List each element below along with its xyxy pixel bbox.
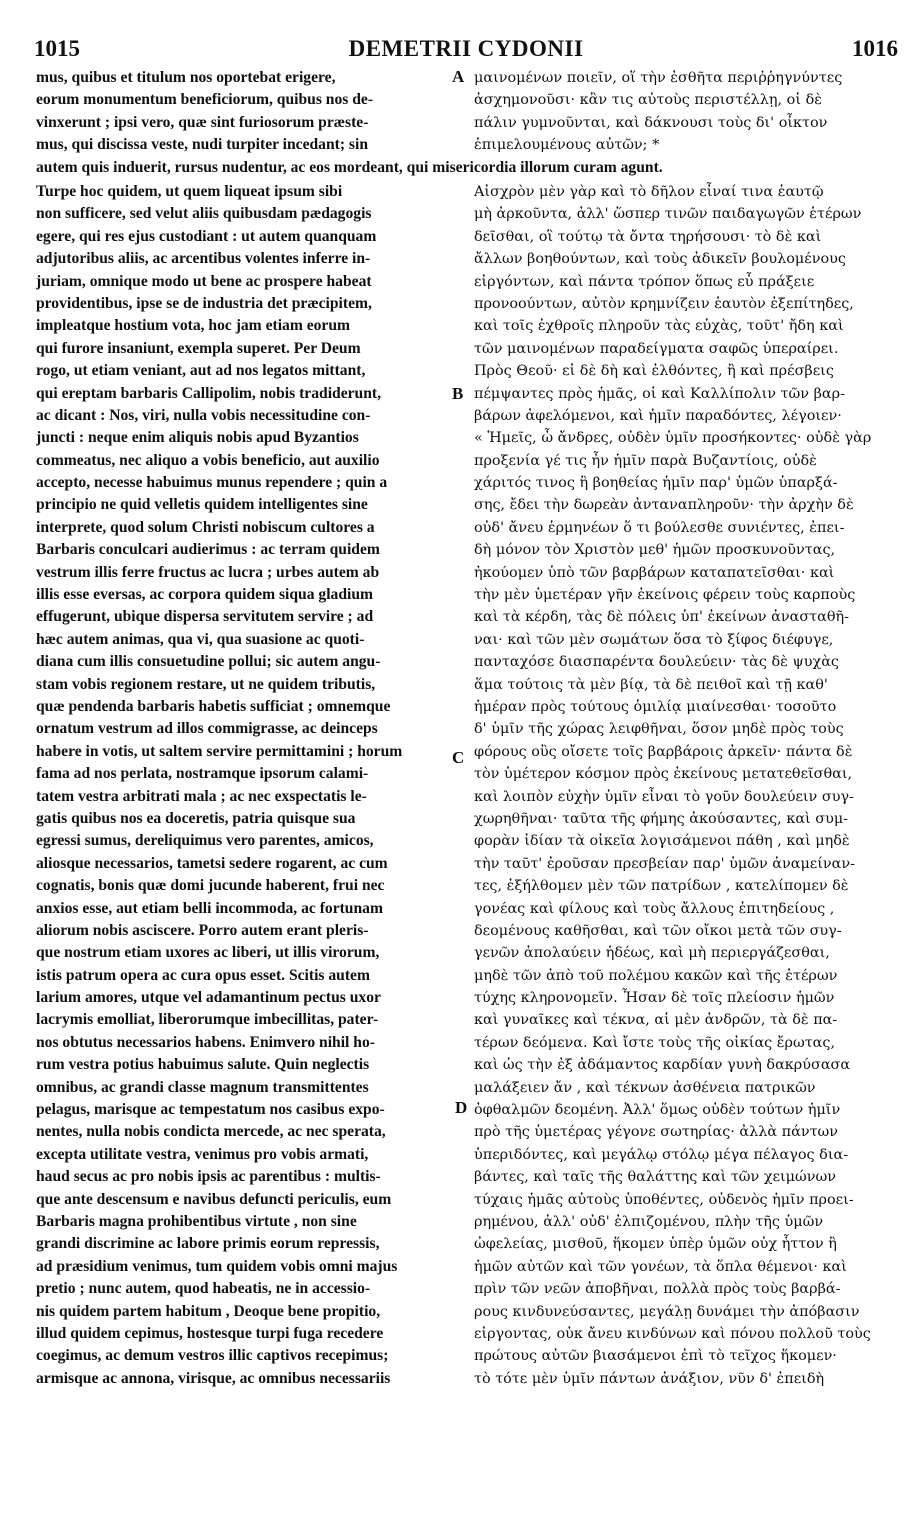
running-title: DEMETRII CYDONII (348, 36, 584, 61)
latin-line: impleatque hostium vota, hoc jam etiam eorum (36, 317, 351, 335)
greek-line: ρους κινδυνεύσαντες, μεγάλῃ δυνάμει τὴν ἀπόβασιν (474, 1303, 860, 1320)
latin-line: illis esse eversas, ac corpora quidem siqua gladium (36, 586, 374, 604)
latin-line: vestrum illis ferre fructus ac lucra ; urbes autem ab (36, 563, 380, 581)
latin-line: mus, quibus et titulum nos oportebat erigere, (36, 69, 336, 86)
greek-column (474, 181, 900, 1390)
greek-line: τῶν μαινομένων παραδείγματα σαφῶς ὑπεραίρει. (474, 340, 839, 357)
latin-line: quæ pendenda barbaris habetis sufficiat ; omnemque (36, 697, 391, 715)
latin-line: commeatus, nec aliquo a vobis beneficio, aut auxilio (36, 451, 380, 469)
page-header (34, 36, 898, 66)
latin-line: autem quis induerit, rursus nudentur, ac eos mordeant, qui misericordia illorum curam agunt. (36, 159, 663, 176)
latin-line: aliosque necessarios, tametsi sedere rogarent, ac cum (36, 854, 388, 872)
latin-line: vinxerunt ; ipsi vero, quæ sint furiosorum præste- (36, 113, 369, 131)
greek-line: μηδὲ τῶν ἀπὸ τοῦ πολέμου κακῶν καὶ τῆς ἑτέρων (474, 967, 838, 984)
greek-line: φόρους οὓς οἴσετε τοῖς βαρβάροις ἀρκεῖν· πάντα δὲ (474, 743, 853, 760)
greek-line: δεῖσθαι, οἳ τούτῳ τὰ ὄντα τηρήσουσι· τὸ δὲ καὶ (474, 228, 822, 245)
greek-line: ὀφθαλμῶν δεομένη. Ἀλλ' ὅμως οὐδὲν τούτων ἡμῖν (474, 1102, 841, 1119)
latin-line: excepta utilitate vestra, venimus pro vobis armati, (36, 1145, 369, 1163)
greek-line: πάλιν γυμνοῦνται, καὶ δάκνουσι τοὺς δι' οἶκτον (474, 114, 828, 131)
latin-line: eorum monumentum beneficiorum, quibus nos de- (36, 91, 374, 109)
latin-line: adjutoribus aliis, ac arcentibus volentes inferre in- (36, 250, 371, 268)
latin-line: gatis quibus nos ea doceretis, patria quisque sua (36, 809, 356, 827)
latin-line: Barbaris magna prohibentibus virtute , non sine (36, 1212, 357, 1230)
latin-line: aliorum nobis asciscere. Porro autem erant pleris- (36, 921, 369, 939)
greek-line: προνοούντων, αὐτὸν κρημνίζειν ἑαυτὸν ἐξεπίτηδες, (474, 295, 854, 312)
greek-column-top (474, 67, 894, 157)
latin-line: stam vobis regionem restare, ut ne quidem tributis, (36, 675, 376, 693)
latin-line: ornatum vestrum ad illos commigrasse, ac deinceps (36, 720, 378, 738)
latin-line: ad præsidium venimus, tum quidem vobis omni majus (36, 1257, 398, 1275)
greek-line: τύχαις ἡμᾶς αὐτοὺς ὑποθέντες, οὐδενὸς ἡμῖν προει- (474, 1191, 854, 1208)
latin-line: pelagus, marisque ac tempestatum nos casibus expo- (36, 1101, 385, 1119)
greek-line: καὶ ὡς τὴν ἐξ ἀδάμαντος καρδίαν γυνὴ δακρύσασα (474, 1057, 851, 1074)
latin-line: tatem vestra arbitrati mala ; ac nec exspectatis le- (36, 787, 367, 805)
greek-line: καὶ λοιπὸν εὐχὴν ὑμῖν εἶναι τὸ γοῦν δουλεύειν συγ- (474, 788, 854, 805)
latin-line: hæc autem animas, qua vi, qua suasione ac quoti- (36, 630, 365, 648)
latin-line: nos obtutus necessarios habens. Enimvero nihil ho- (36, 1033, 375, 1051)
greek-line: τύχης κληρονομεῖν. Ἦσαν δὲ τοῖς πλείοσιν ἡμῶν (474, 990, 835, 1007)
greek-line: καὶ τὰ κέρδη, τὰς δὲ πόλεις ὑπ' ἐκείνων ἀνασταθῆ- (474, 609, 849, 626)
greek-line: τὴν ταῦτ' ἐροῦσαν πρεσβείαν παρ' ὑμῶν ἀναμείναν- (474, 855, 855, 872)
section-marker-d: D (455, 1098, 468, 1117)
section-marker-b: B (452, 384, 464, 403)
latin-line: grandi discrimine ac labore primis eorum repressis, (36, 1235, 380, 1253)
latin-line: habere in votis, ut saltem servire permittamini ; horum (36, 742, 403, 760)
latin-line: rogo, ut etiam veniant, aut ad nos legatos mittant, (36, 362, 366, 380)
greek-line: γενῶν ἀπολαύειν ἡδέως, καὶ μὴ περιεργάζεσθαι, (474, 945, 830, 962)
page-number-right: 1016 (852, 36, 898, 61)
greek-line: « Ἡμεῖς, ὦ ἄνδρες, οὐδὲν ὑμῖν προσήκοντες· οὐδὲ γὰρ (474, 430, 872, 447)
greek-line: ἠκούομεν ὑπὸ τῶν βαρβάρων καταπατεῖσθαι· καὶ (474, 564, 835, 581)
latin-line: non sufficere, sed velut aliis quibusdam pædagogis (36, 205, 372, 223)
greek-line: γονέας καὶ φίλους καὶ τοὺς ἄλλους ἐπιτηδείους , (474, 900, 835, 917)
greek-line: βάρων ἀφελόμενοι, καὶ ἡμῖν παραδόντες, λέγοιεν· (474, 407, 842, 424)
greek-line: πρὶν τῶν νεῶν ἀποβῆναι, πολλὰ πρὸς τοὺς βαρβά- (474, 1281, 841, 1298)
greek-line: βάντες, καὶ ταῖς τῆς θαλάττης καὶ τῶν χειμώνων (474, 1169, 836, 1186)
greek-line: ἅμα τούτοις τὰ μὲν βίᾳ, τὰ δὲ πειθοῖ καὶ τῇ καθ' (474, 676, 828, 693)
latin-line: illud quidem cepimus, hostesque turpi fuga recedere (36, 1324, 384, 1342)
greek-line: δὴ μόνον τὸν Χριστὸν μεθ' ἡμῶν προσκυνοῦντας, (474, 542, 836, 559)
latin-column-top (36, 67, 448, 157)
latin-line: juriam, omnique modo ut bene ac prospere habeat (36, 272, 372, 290)
latin-line: egressi sumus, dereliquimus vero parentes, amicos, (36, 832, 374, 850)
latin-line: qui ereptam barbaris Callipolim, nobis tradiderunt, (36, 384, 381, 402)
greek-line: φορὰν ἰδίαν τὰ οἰκεῖα λογισάμενοι πάθη , καὶ μηδὲ (474, 833, 850, 850)
greek-line: Πρὸς Θεοῦ· εἰ δὲ δὴ καὶ ἐλθόντες, ἢ καὶ πρέσβεις (474, 363, 834, 380)
greek-line: εἰργόντων, καὶ πάντα τρόπον ὅπως εὖ πράξειε (474, 273, 815, 290)
greek-line: χωρηθῆναι· ταῦτα τῆς φήμης ἀκούσαντες, καὶ συμ- (474, 810, 849, 827)
greek-line: σης, ἔδει τὴν δωρεὰν ἀνταναπληροῦν· τὴν ἀρχὴν δὲ (474, 497, 854, 514)
latin-line: providentibus, ipse se de industria det præcipitem, (36, 294, 372, 312)
greek-line: τες, ἐξήλθομεν μὲν τῶν πατρίδων , κατελίπομεν δὲ (474, 878, 849, 895)
greek-line: πανταχόσε διασπαρέντα δουλεύειν· τὰς δὲ ψυχὰς (474, 654, 839, 671)
latin-line: que ante descensum e navibus defuncti periculis, eum (36, 1190, 392, 1208)
bridge-line (36, 157, 896, 179)
greek-line: εἰργοντας, οὐκ ἄνευ κινδύνων καὶ πόνου πολλοῦ τοὺς (474, 1325, 871, 1342)
greek-line: τὸ τότε μὲν ὑμῖν πάντων ἀνάξιον, νῦν δ' ἐπειδὴ (474, 1370, 825, 1387)
latin-line: mus, qui discissa veste, nudi turpiter incedant; sin (36, 136, 368, 154)
section-marker-a: A (452, 67, 465, 86)
latin-line: principio ne quid velletis quidem intelligentes sine (36, 496, 368, 514)
latin-line: fama ad nos perlata, nostramque ipsorum calami- (36, 765, 369, 783)
latin-line: qui furore insaniunt, exempla superet. Per Deum (36, 339, 361, 357)
greek-line: πρὸ τῆς ὑμετέρας γέγονε σωτηρίας· ἀλλὰ πάντων (474, 1124, 839, 1141)
greek-line: πρώτους αὐτῶν βιασάμενοι ἐπὶ τὸ τεῖχος ἥκομεν· (474, 1348, 837, 1365)
section-marker-c: C (452, 748, 465, 767)
latin-line: nentes, nulla nobis condicta mercede, ac nec sperata, (36, 1123, 386, 1141)
greek-line: ἡμέραν πρὸς τούτους ὁμιλίᾳ μιαίνεσθαι· τοσοῦτο (474, 698, 837, 715)
latin-line: effugerunt, ubique dispersa servitutem servire ; ad (36, 608, 374, 626)
latin-line: Turpe hoc quidem, ut quem liqueat ipsum sibi (36, 183, 343, 200)
greek-line: δ' ὑμῖν τῆς χώρας λειφθῆναι, ὅσον μηδὲ πρὸς τοὺς (474, 721, 844, 738)
latin-line: Barbaris conculcari audierimus : ac terram quidem (36, 541, 380, 559)
greek-line: ἐπιμελουμένους αὐτῶν; * (474, 137, 660, 154)
greek-line: μαλάξειεν ἄν , καὶ τέκνων ἀσθένεια πατρικῶν (474, 1079, 816, 1096)
greek-line: ρημένου, ἀλλ' οὐδ' ἐλπιζομένου, πλὴν τῆς ὑμῶν (474, 1213, 824, 1230)
latin-line: juncti : neque enim aliquis nobis apud Byzantios (36, 429, 359, 447)
latin-column (36, 181, 456, 1390)
latin-line: egere, qui res ejus custodiant : ut autem quanquam (36, 227, 377, 245)
greek-line: προξενία γέ τις ἦν ἡμῖν παρὰ Βυζαντίοις, οὐδὲ (474, 452, 817, 469)
greek-line: ἄλλων βοηθούντων, καὶ τοὺς ἀδικεῖν βουλομένους (474, 251, 846, 268)
greek-line: ἡμῶν αὐτῶν καὶ τῶν γονέων, τὰ ὅπλα θέμενοι· καὶ (474, 1258, 847, 1275)
page-number-left: 1015 (34, 36, 80, 61)
latin-line: istis patrum opera ac cura opus esset. Scitis autem (36, 966, 370, 984)
greek-line: Αἰσχρὸν μὲν γὰρ καὶ τὸ δῆλον εἶναί τινα ἑαυτῷ (474, 184, 824, 200)
greek-line: πέμψαντες πρὸς ἡμᾶς, οἱ καὶ Καλλίπολιν τῶν βαρ- (474, 385, 845, 402)
latin-line: que nostrum etiam uxores ac liberi, ut illis virorum, (36, 944, 380, 962)
greek-line: οὐδ' ἄνευ ἑρμηνέων ὅ τι βούλεσθε συνιέντες, ἐπει- (474, 519, 845, 536)
greek-line: ὑπεριδόντες, καὶ μεγάλῳ στόλῳ μέγα πέλαγος δια- (474, 1146, 849, 1163)
greek-line: καὶ τοῖς ἐχθροῖς πληροῦν τὰς εὐχὰς, τοῦτ' ἤδη καὶ (474, 318, 844, 335)
greek-line: μὴ ἀρκοῦντα, ἀλλ' ὥσπερ τινῶν παιδαγωγῶν ἑτέρων (474, 206, 862, 223)
latin-line: lacrymis emolliat, liberorumque imbecillitas, pater- (36, 1011, 379, 1029)
latin-line: armisque ac annona, virisque, ac omnibus necessariis (36, 1369, 391, 1387)
latin-line: pretio ; nunc autem, quod habeatis, ne in accessio- (36, 1280, 371, 1298)
latin-line: accepto, necesse habuimus munus rependere ; quin a (36, 474, 388, 492)
latin-line: diana cum illis consuetudine pollui; sic autem angu- (36, 653, 381, 671)
greek-line: ὠφελείας, μισθοῦ, ἥκομεν ὑπὲρ ὑμῶν οὐχ ἧττον ἢ (474, 1236, 837, 1253)
greek-line: τὴν μὲν ὑμετέραν γῆν ἐκείνοις φέρειν τοὺς καρποὺς (474, 587, 856, 604)
greek-line: ἀσχημονοῦσι· κἂν τις αὐτοὺς περιστέλλῃ, οἱ δὲ (474, 92, 822, 109)
latin-line: cognatis, bonis quæ domi jucunde haberent, frui nec (36, 877, 385, 895)
greek-line: δεομένους καθῆσθαι, καὶ τῶν οἴκοι μετὰ τῶν συγ- (474, 922, 842, 939)
greek-line: ναι· καὶ τῶν μὲν σωμάτων ὅσα τὸ ξίφος διέφυγε, (474, 631, 834, 648)
latin-line: omnibus, ac grandi classe magnum transmittentes (36, 1078, 369, 1096)
latin-line: nis quidem partem habitum , Deoque bene propitio, (36, 1302, 381, 1320)
latin-line: coegimus, ac demum vestros illic captivos recepimus; (36, 1347, 389, 1365)
greek-line: χάριτός τινος ἢ βοηθείας ἡμῖν παρ' ὑμῶν ὑπαρξά- (474, 475, 838, 492)
latin-line: rum vestra potius habuimus salute. Quin neglectis (36, 1056, 370, 1074)
latin-line: haud secus ac pro nobis ipsis ac parentibus : multis- (36, 1168, 381, 1186)
greek-line: τὸν ὑμέτερον κόσμον πρὸς ἐκείνους μετατεθεῖσθαι, (474, 766, 853, 783)
latin-line: larium amores, utque vel adamantinum pectus uxor (36, 989, 381, 1007)
greek-line: μαινομένων ποιεῖν, οἵ τὴν ἐσθῆτα περιῤῥηγνύντες (474, 70, 843, 86)
latin-line: ac dicant : Nos, viri, nulla vobis necessitudine con- (36, 406, 371, 424)
latin-line: interprete, quod solum Christi nobiscum cultores a (36, 518, 375, 536)
latin-line: anxios esse, aut etiam belli incommoda, ac fortunam (36, 899, 383, 917)
greek-line: καὶ γυναῖκες καὶ τέκνα, αἱ μὲν ἀνδρῶν, τὰ δὲ πα- (474, 1012, 838, 1029)
greek-line: τέρων δεόμενα. Καὶ ἴστε τοὺς τῆς οἰκίας ἔρωτας, (474, 1034, 836, 1051)
